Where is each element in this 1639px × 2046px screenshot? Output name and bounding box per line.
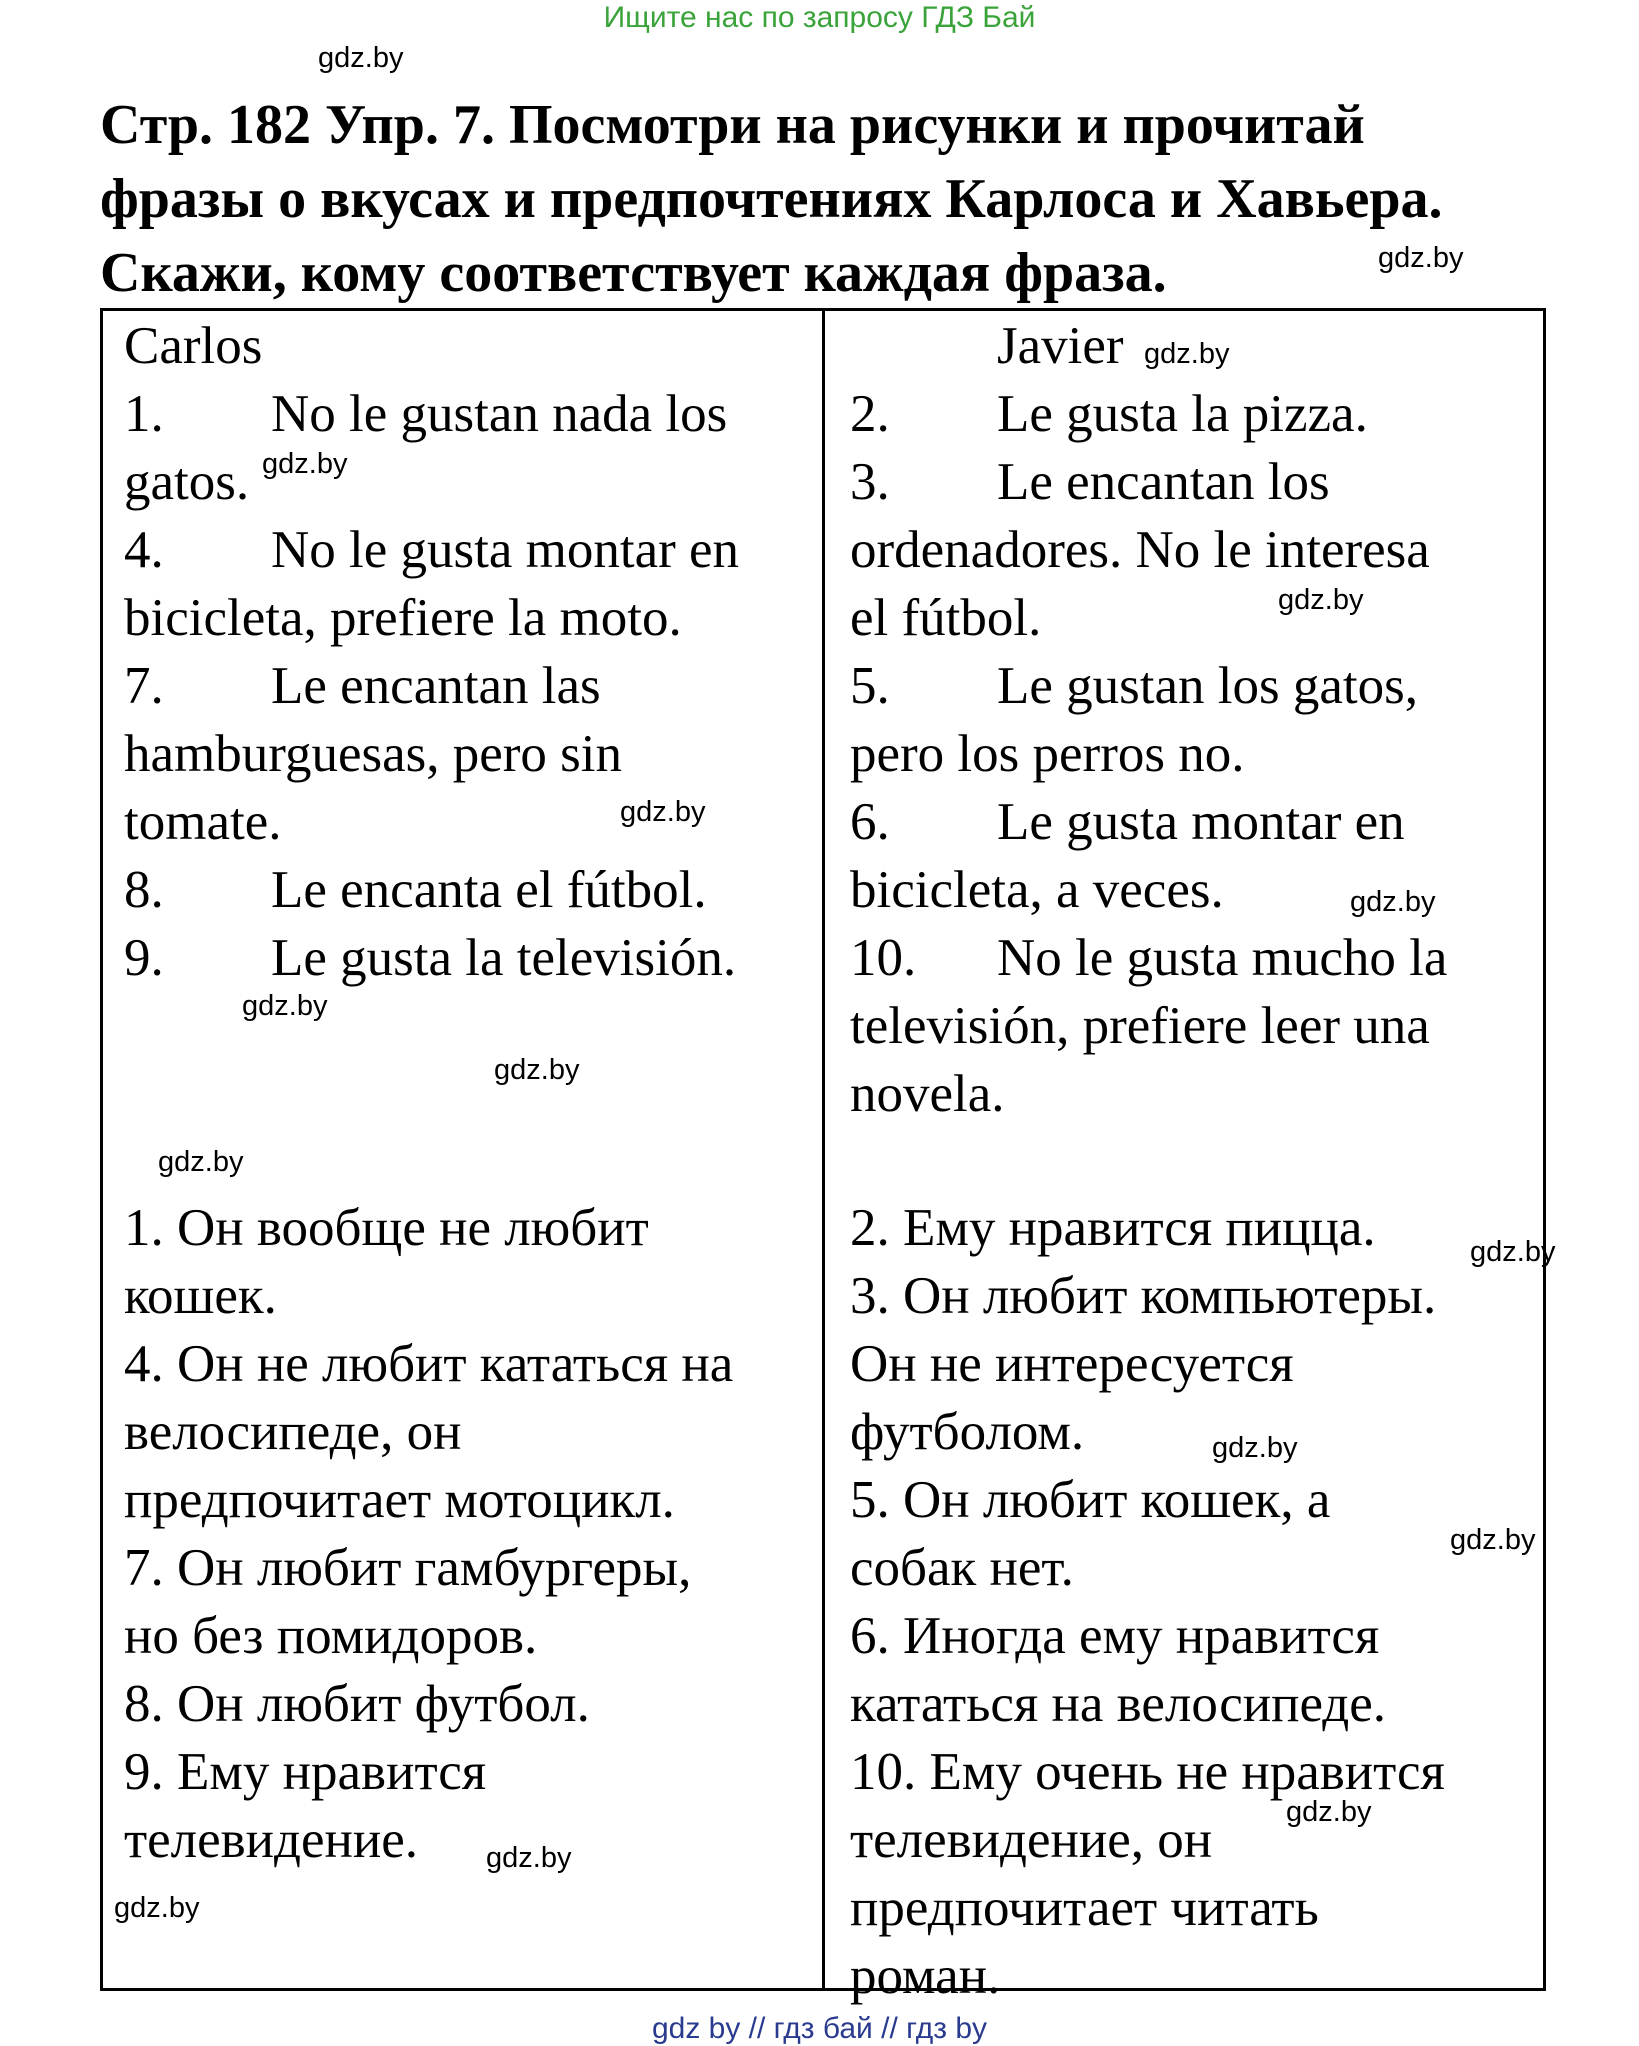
javier-es-item-2 [850, 380, 1447, 448]
watermark: gdz.by [620, 796, 706, 828]
javier-es-item-3 [850, 448, 1447, 516]
item-text: No le gustan nada los [271, 385, 728, 443]
item-text: Le gusta montar en [997, 793, 1405, 851]
item-number: 5. [850, 657, 890, 715]
item-number: 2. [850, 385, 890, 443]
item-number: 4. [124, 521, 164, 579]
item-number: 1. [124, 385, 164, 443]
item-text-continued: hamburguesas, pero sin [124, 725, 623, 783]
javier-ru-line: собак нет. [850, 1539, 1074, 1597]
javier-spanish-column [850, 312, 1447, 1128]
carlos-ru-line: 8. Он любит футбол. [124, 1675, 590, 1733]
watermark: gdz.by [1450, 1524, 1536, 1556]
javier-ru-line: кататься на велосипеде. [850, 1675, 1387, 1733]
javier-es-item-5 [850, 652, 1447, 720]
item-text: No le gusta montar en [271, 521, 740, 579]
watermark: gdz.by [1350, 886, 1436, 918]
javier-es-item-6 [850, 788, 1447, 856]
javier-ru-line: 5. Он любит кошек, а [850, 1471, 1331, 1529]
item-text-continued: el fútbol. [850, 589, 1042, 647]
item-text: Le encantan los [997, 453, 1330, 511]
item-number: 10. [850, 929, 917, 987]
carlos-es-item-7 [124, 652, 739, 720]
javier-ru-line: предпочитает читать [850, 1879, 1319, 1937]
watermark: gdz.by [1286, 1796, 1372, 1828]
carlos-ru-line: 7. Он любит гамбургеры, [124, 1539, 692, 1597]
carlos-ru-line: телевидение. [124, 1811, 419, 1869]
watermark: gdz.by [242, 990, 328, 1022]
watermark: gdz.by [158, 1146, 244, 1178]
javier-russian-column [850, 1194, 1445, 2010]
item-number: 6. [850, 793, 890, 851]
carlos-ru-line: но без помидоров. [124, 1607, 538, 1665]
javier-ru-line: 3. Он любит компьютеры. [850, 1267, 1437, 1325]
item-text-continued: novela. [850, 1065, 1005, 1123]
item-text-continued: bicicleta, prefiere la moto. [124, 589, 682, 647]
watermark: gdz.by [1470, 1236, 1556, 1268]
watermark: gdz.by [1378, 242, 1464, 274]
item-text-continued: televisión, prefiere leer una [850, 997, 1430, 1055]
carlos-es-item-4 [124, 516, 739, 584]
title-line-3: Скажи, кому соответствует каждая фраза. [100, 242, 1167, 304]
watermark: gdz.by [494, 1054, 580, 1086]
item-number: 3. [850, 453, 890, 511]
item-text-continued: pero los perros no. [850, 725, 1245, 783]
carlos-russian-column [124, 1194, 733, 1874]
title-line-1: Стр. 182 Упр. 7. Посмотри на рисунки и прочитай [100, 94, 1365, 156]
item-text-continued: gatos. [124, 453, 250, 511]
javier-es-item-10 [850, 924, 1447, 992]
top-banner[interactable]: Ищите нас по запросу ГДЗ Бай [603, 1, 1036, 34]
javier-ru-line: Он не интересуется [850, 1335, 1294, 1393]
carlos-ru-line: 1. Он вообще не любит [124, 1199, 649, 1257]
item-text: No le gusta mucho la [997, 929, 1448, 987]
carlos-es-item-8 [124, 856, 739, 924]
carlos-ru-line: кошек. [124, 1267, 277, 1325]
carlos-ru-line: 9. Ему нравится [124, 1743, 487, 1801]
item-text: Le gustan los gatos, [997, 657, 1418, 715]
carlos-heading: Carlos [124, 317, 263, 375]
carlos-es-item-9 [124, 924, 739, 992]
carlos-ru-line: предпочитает мотоцикл. [124, 1471, 675, 1529]
item-text: Le encantan las [271, 657, 601, 715]
title-line-2: фразы о вкусах и предпочтениях Карлоса и Хавьера. [100, 168, 1443, 230]
item-number: 8. [124, 861, 164, 919]
javier-ru-line: 2. Ему нравится пицца. [850, 1199, 1376, 1257]
carlos-es-item-1 [124, 380, 739, 448]
javier-ru-line: 10. Ему очень не нравится [850, 1743, 1445, 1801]
item-number: 7. [124, 657, 164, 715]
carlos-spanish-column [124, 312, 739, 992]
watermark: gdz.by [1212, 1432, 1298, 1464]
footer-links[interactable]: gdz by // гдз бай // гдз by [651, 2012, 988, 2045]
item-text: Le encanta el fútbol. [271, 861, 707, 919]
item-text-continued: bicicleta, a veces. [850, 861, 1224, 919]
item-text: Le gusta la pizza. [997, 385, 1368, 443]
javier-ru-line: роман. [850, 1947, 1001, 2005]
watermark: gdz.by [262, 448, 348, 480]
carlos-ru-line: 4. Он не любит кататься на [124, 1335, 734, 1393]
javier-ru-line: 6. Иногда ему нравится [850, 1607, 1380, 1665]
item-text: Le gusta la televisión. [271, 929, 737, 987]
watermark: gdz.by [486, 1842, 572, 1874]
item-text-continued: tomate. [124, 793, 282, 851]
item-number: 9. [124, 929, 164, 987]
watermark: gdz.by [114, 1892, 200, 1924]
item-text-continued: ordenadores. No le interesa [850, 521, 1430, 579]
carlos-ru-line: велосипеде, он [124, 1403, 462, 1461]
exercise-title [100, 88, 1580, 310]
table-column-divider [822, 308, 825, 1991]
watermark: gdz.by [1144, 338, 1230, 370]
watermark: gdz.by [1278, 584, 1364, 616]
javier-heading: Javier [997, 317, 1124, 375]
javier-ru-line: футболом. [850, 1403, 1085, 1461]
watermark: gdz.by [318, 42, 404, 74]
javier-ru-line: телевидение, он [850, 1811, 1213, 1869]
